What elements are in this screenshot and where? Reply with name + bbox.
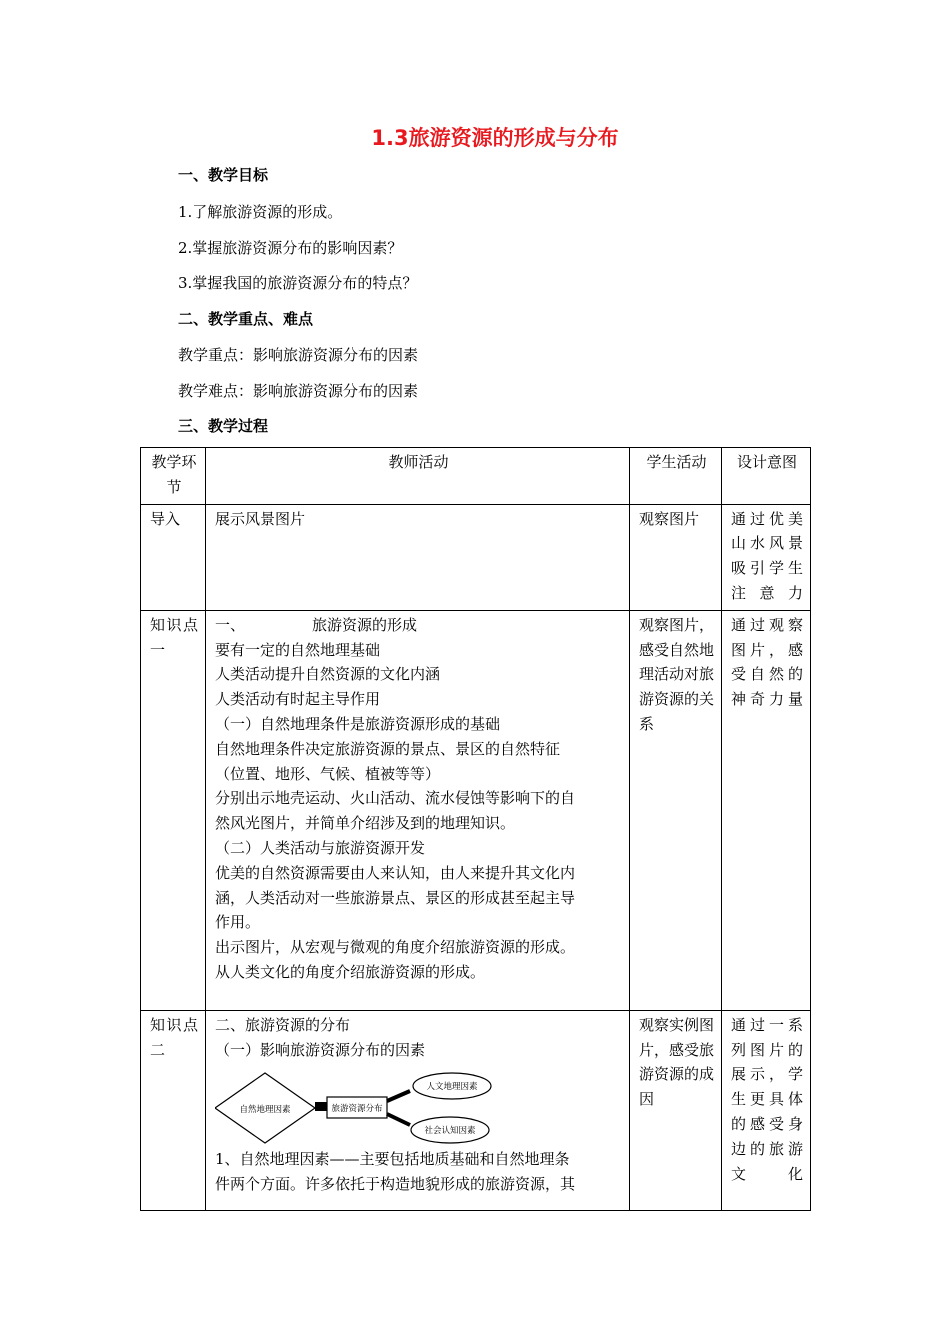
teacher-line: （位置、地形、气候、植被等等）	[215, 764, 441, 783]
intent-cell: 通过一系列图片的展示，学生更具体的感受身边的旅游文化	[722, 1010, 811, 1210]
objective-item: 1.了解旅游资源的形成。	[178, 203, 343, 221]
teacher-line: 件两个方面。许多依托于构造地貌形成的旅游资源，其	[215, 1175, 576, 1194]
teacher-line: 人类活动有时起主导作用	[215, 690, 381, 709]
objective-item: 3.掌握我国的旅游资源分布的特点？	[178, 274, 418, 292]
difficulty-item: 教学难点：影响旅游资源分布的因素	[178, 382, 419, 400]
diagram-arrow-down	[387, 1114, 410, 1125]
teacher-cell	[206, 1010, 630, 1210]
student-cell: 观察实例图片，感受旅游资源的成因	[630, 1010, 722, 1210]
table-row-intro	[141, 504, 811, 610]
teacher-line: 出示图片，从宏观与微观的角度介绍旅游资源的形成。	[215, 938, 576, 957]
header-stage: 教学环节	[141, 448, 206, 505]
diagram-label-natural: 自然地理因素	[239, 1105, 291, 1116]
teacher-line: 涵，人类活动对一些旅游景点、景区的形成甚至起主导	[215, 888, 576, 907]
student-cell: 观察图片，感受自然地理活动对旅游资源的关系	[630, 610, 722, 1010]
diagram-label-social: 社会认知因素	[424, 1126, 476, 1137]
teacher-line: 作用。	[215, 913, 261, 932]
teacher-cell	[206, 504, 630, 610]
table-row-knowledge-2	[141, 1010, 811, 1210]
table-header-row	[141, 448, 811, 505]
section-heading-process: 三、教学过程	[178, 417, 269, 435]
teacher-cell	[206, 610, 630, 1010]
diagram-connector	[315, 1102, 327, 1111]
stage-cell: 知识点二	[141, 1010, 206, 1210]
table-row-knowledge-1	[141, 610, 811, 1010]
factors-diagram	[215, 1070, 505, 1145]
teacher-line: （一）影响旅游资源分布的因素	[215, 1040, 426, 1059]
teacher-line: 自然地理条件决定旅游资源的景点、景区的自然特征	[215, 739, 561, 758]
stage-cell: 知识点一	[141, 610, 206, 1010]
intent-cell: 通过优美山水风景吸引学生注意力	[722, 504, 811, 610]
teacher-line: 然风光图片，并简单介绍涉及到的地理知识。	[215, 814, 516, 833]
objective-item: 2.掌握旅游资源分布的影响因素？	[178, 239, 403, 257]
student-cell: 观察图片	[630, 504, 722, 610]
teaching-process-table	[140, 447, 811, 1211]
stage-cell: 导入	[141, 504, 206, 610]
diagram-label-center: 旅游资源分布	[331, 1104, 383, 1115]
teacher-line: 二、旅游资源的分布	[215, 1015, 351, 1034]
teacher-line: 优美的自然资源需要由人来认知，由人来提升其文化内	[215, 863, 576, 882]
header-student-activity: 学生活动	[630, 448, 722, 505]
section-heading-objectives: 一、教学目标	[178, 166, 269, 184]
teacher-line: 一、 旅游资源的形成	[215, 615, 418, 634]
page-title: 1.3旅游资源的形成与分布	[371, 126, 619, 150]
teacher-line: 从人类文化的角度介绍旅游资源的形成。	[215, 962, 486, 981]
teacher-line: （一）自然地理条件是旅游资源形成的基础	[215, 714, 501, 733]
header-design-intent: 设计意图	[722, 448, 811, 505]
intent-cell: 通过观察图片，感受自然的神奇力量	[722, 610, 811, 1010]
header-teacher-activity: 教师活动	[206, 448, 630, 505]
diagram-arrow-up	[387, 1091, 410, 1101]
teacher-line: 分别出示地壳运动、火山活动、流水侵蚀等影响下的自	[215, 789, 576, 808]
key-point-item: 教学重点：影响旅游资源分布的因素	[178, 346, 419, 364]
teacher-line: 1、自然地理因素——主要包括地质基础和自然地理条	[215, 1150, 570, 1169]
teacher-line: 要有一定的自然地理基础	[215, 640, 381, 659]
diagram-label-human: 人文地理因素	[426, 1082, 478, 1093]
teacher-line: 展示风景图片	[215, 509, 306, 528]
teacher-line: 人类活动提升自然资源的文化内涵	[215, 665, 441, 684]
teacher-line: （二）人类活动与旅游资源开发	[215, 838, 426, 857]
section-heading-key-points: 二、教学重点、难点	[178, 310, 314, 328]
